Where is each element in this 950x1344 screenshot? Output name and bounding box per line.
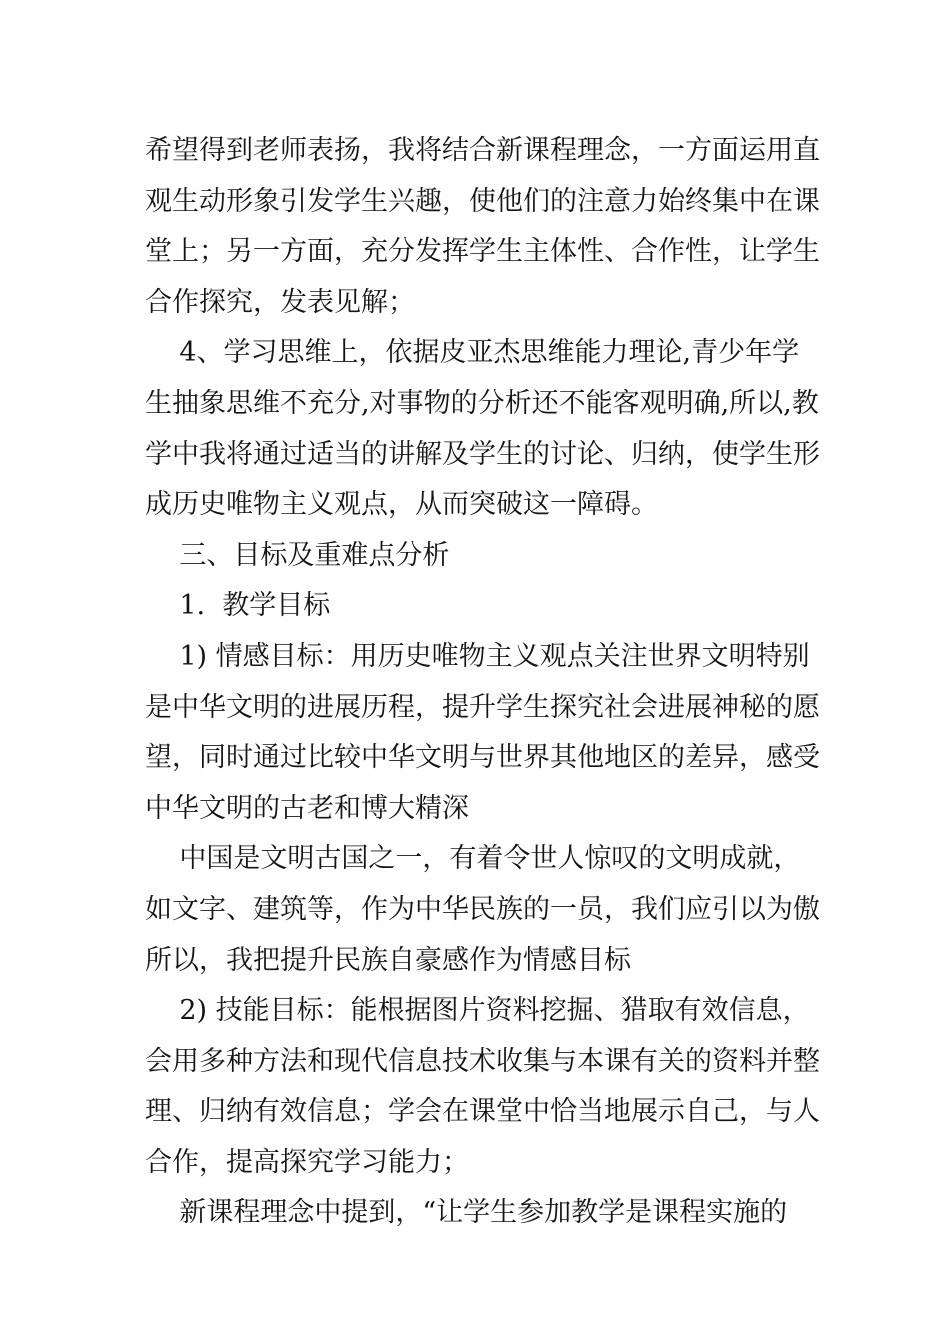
text-line-6: 生抽象思维不充分,对事物的分析还不能客观明确,所以,教 <box>145 387 819 419</box>
text-line-1: 希望得到老师表扬，我将结合新课程理念，一方面运用直 <box>145 135 820 166</box>
section-heading: 三、目标及重难点分析 <box>145 539 450 571</box>
text-line-11: 1) 情感目标：用历史唯物主义观点关注世界文明特别 <box>145 640 810 672</box>
text-line-8: 成历史唯物主义观点，从而突破这一障碍。 <box>145 489 658 521</box>
text-line-2: 观生动形象引发学生兴趣，使他们的注意力始终集中在课 <box>145 185 820 217</box>
text-line-7: 学中我将通过适当的讲解及学生的讨论、归纳，使学生形 <box>145 438 820 470</box>
text-line-15: 中国是文明古国之一，有着令世人惊叹的文明成就， <box>145 843 801 875</box>
text-line-19: 会用多种方法和现代信息技术收集与本课有关的资料并整 <box>145 1045 820 1077</box>
text-line-17: 所以，我把提升民族自豪感作为情感目标 <box>145 944 631 976</box>
text-line-14: 中华文明的古老和博大精深 <box>145 792 469 824</box>
text-line-21: 合作，提高探究学习能力； <box>145 1146 469 1178</box>
text-line-13: 望，同时通过比较中华文明与世界其他地区的差异，感受 <box>145 742 820 774</box>
text-line-16: 如文字、建筑等，作为中华民族的一员，我们应引以为傲 <box>145 893 820 925</box>
text-line-12: 是中华文明的进展历程，提升学生探究社会进展神秘的愿 <box>145 691 820 723</box>
text-line-22: 新课程理念中提到，“让学生参加教学是课程实施的 <box>145 1197 788 1229</box>
text-line-18: 2) 技能目标：能根据图片资料挖掘、猎取有效信息， <box>145 995 810 1027</box>
text-line-20: 理、归纳有效信息；学会在课堂中恰当地展示自己，与人 <box>145 1096 820 1128</box>
body-text <box>145 126 820 1239</box>
text-line-4: 合作探究，发表见解； <box>145 286 415 318</box>
text-line-5: 4、学习思维上，依据皮亚杰思维能力理论,青少年学 <box>145 337 800 369</box>
subsection-heading: 1. 教学目标 <box>145 590 331 622</box>
text-line-3: 堂上；另一方面，充分发挥学生主体性、合作性，让学生 <box>145 236 820 268</box>
